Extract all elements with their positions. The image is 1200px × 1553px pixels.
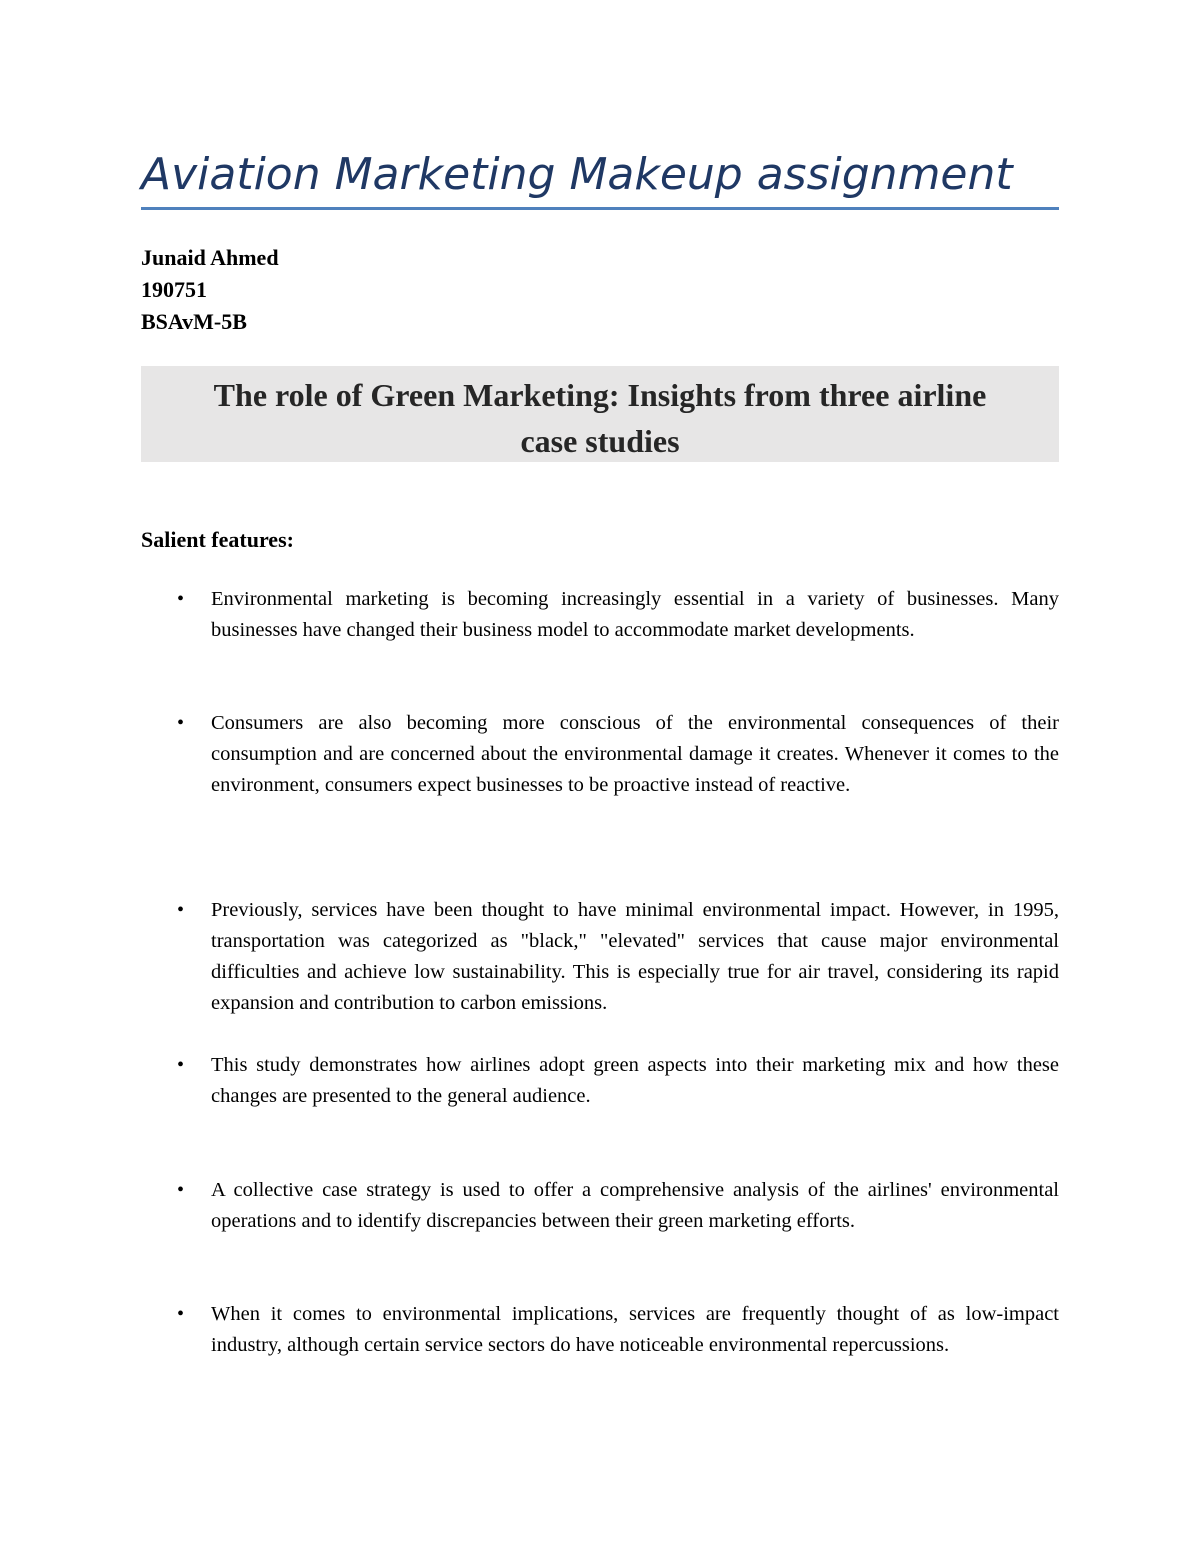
bullet-icon: •: [177, 712, 185, 734]
bullet-text: A collective case strategy is used to offer a comprehensive analysis of the airlines' environmental operations and to identify discrepancies between their green marketing efforts.: [211, 1179, 1059, 1232]
bullet-text: This study demonstrates how airlines adopt green aspects into their marketing mix and how these changes are presented to the general audience.: [211, 1054, 1059, 1107]
bullet-icon: •: [177, 1179, 185, 1201]
bullet-icon: •: [177, 1303, 185, 1325]
author-name: Junaid Ahmed: [141, 245, 279, 270]
author-block: [141, 242, 279, 338]
bullet-text: Previously, services have been thought to have minimal environmental impact. However, in 1995, transportation was categorized as "black," "elevated" services that cause major environmental difficulties and achieve low sustainability. This is especially true for air travel, considering its rapid expansion and contribution to carbon emissions.: [211, 899, 1059, 1014]
bullet-icon: •: [177, 588, 185, 610]
bullet-text: When it comes to environmental implications, services are frequently thought of as low-impact industry, although certain service sectors do have noticeable environmental repercussions.: [211, 1303, 1059, 1356]
document-title: Aviation Marketing Makeup assignment: [141, 149, 1013, 200]
bullet-text: Environmental marketing is becoming increasingly essential in a variety of businesses. Many businesses have changed their business model to accommodate market developments.: [211, 588, 1059, 641]
title-underline-rule: [141, 207, 1059, 210]
author-section: BSAvM-5B: [141, 309, 247, 334]
section-heading: Salient features:: [141, 527, 294, 552]
author-id: 190751: [141, 277, 207, 302]
bullet-icon: •: [177, 1054, 185, 1076]
bullet-icon: •: [177, 899, 185, 921]
bullet-text: Consumers are also becoming more conscious of the environmental consequences of their consumption and are concerned about the environmental damage it creates. Whenever it comes to the environment, consumers expect businesses to be proactive instead of reactive.: [211, 712, 1059, 796]
subtitle-line-2: case studies: [520, 423, 680, 459]
subtitle-banner: [141, 366, 1059, 462]
subtitle-line-1: The role of Green Marketing: Insights from three airline: [213, 377, 987, 413]
